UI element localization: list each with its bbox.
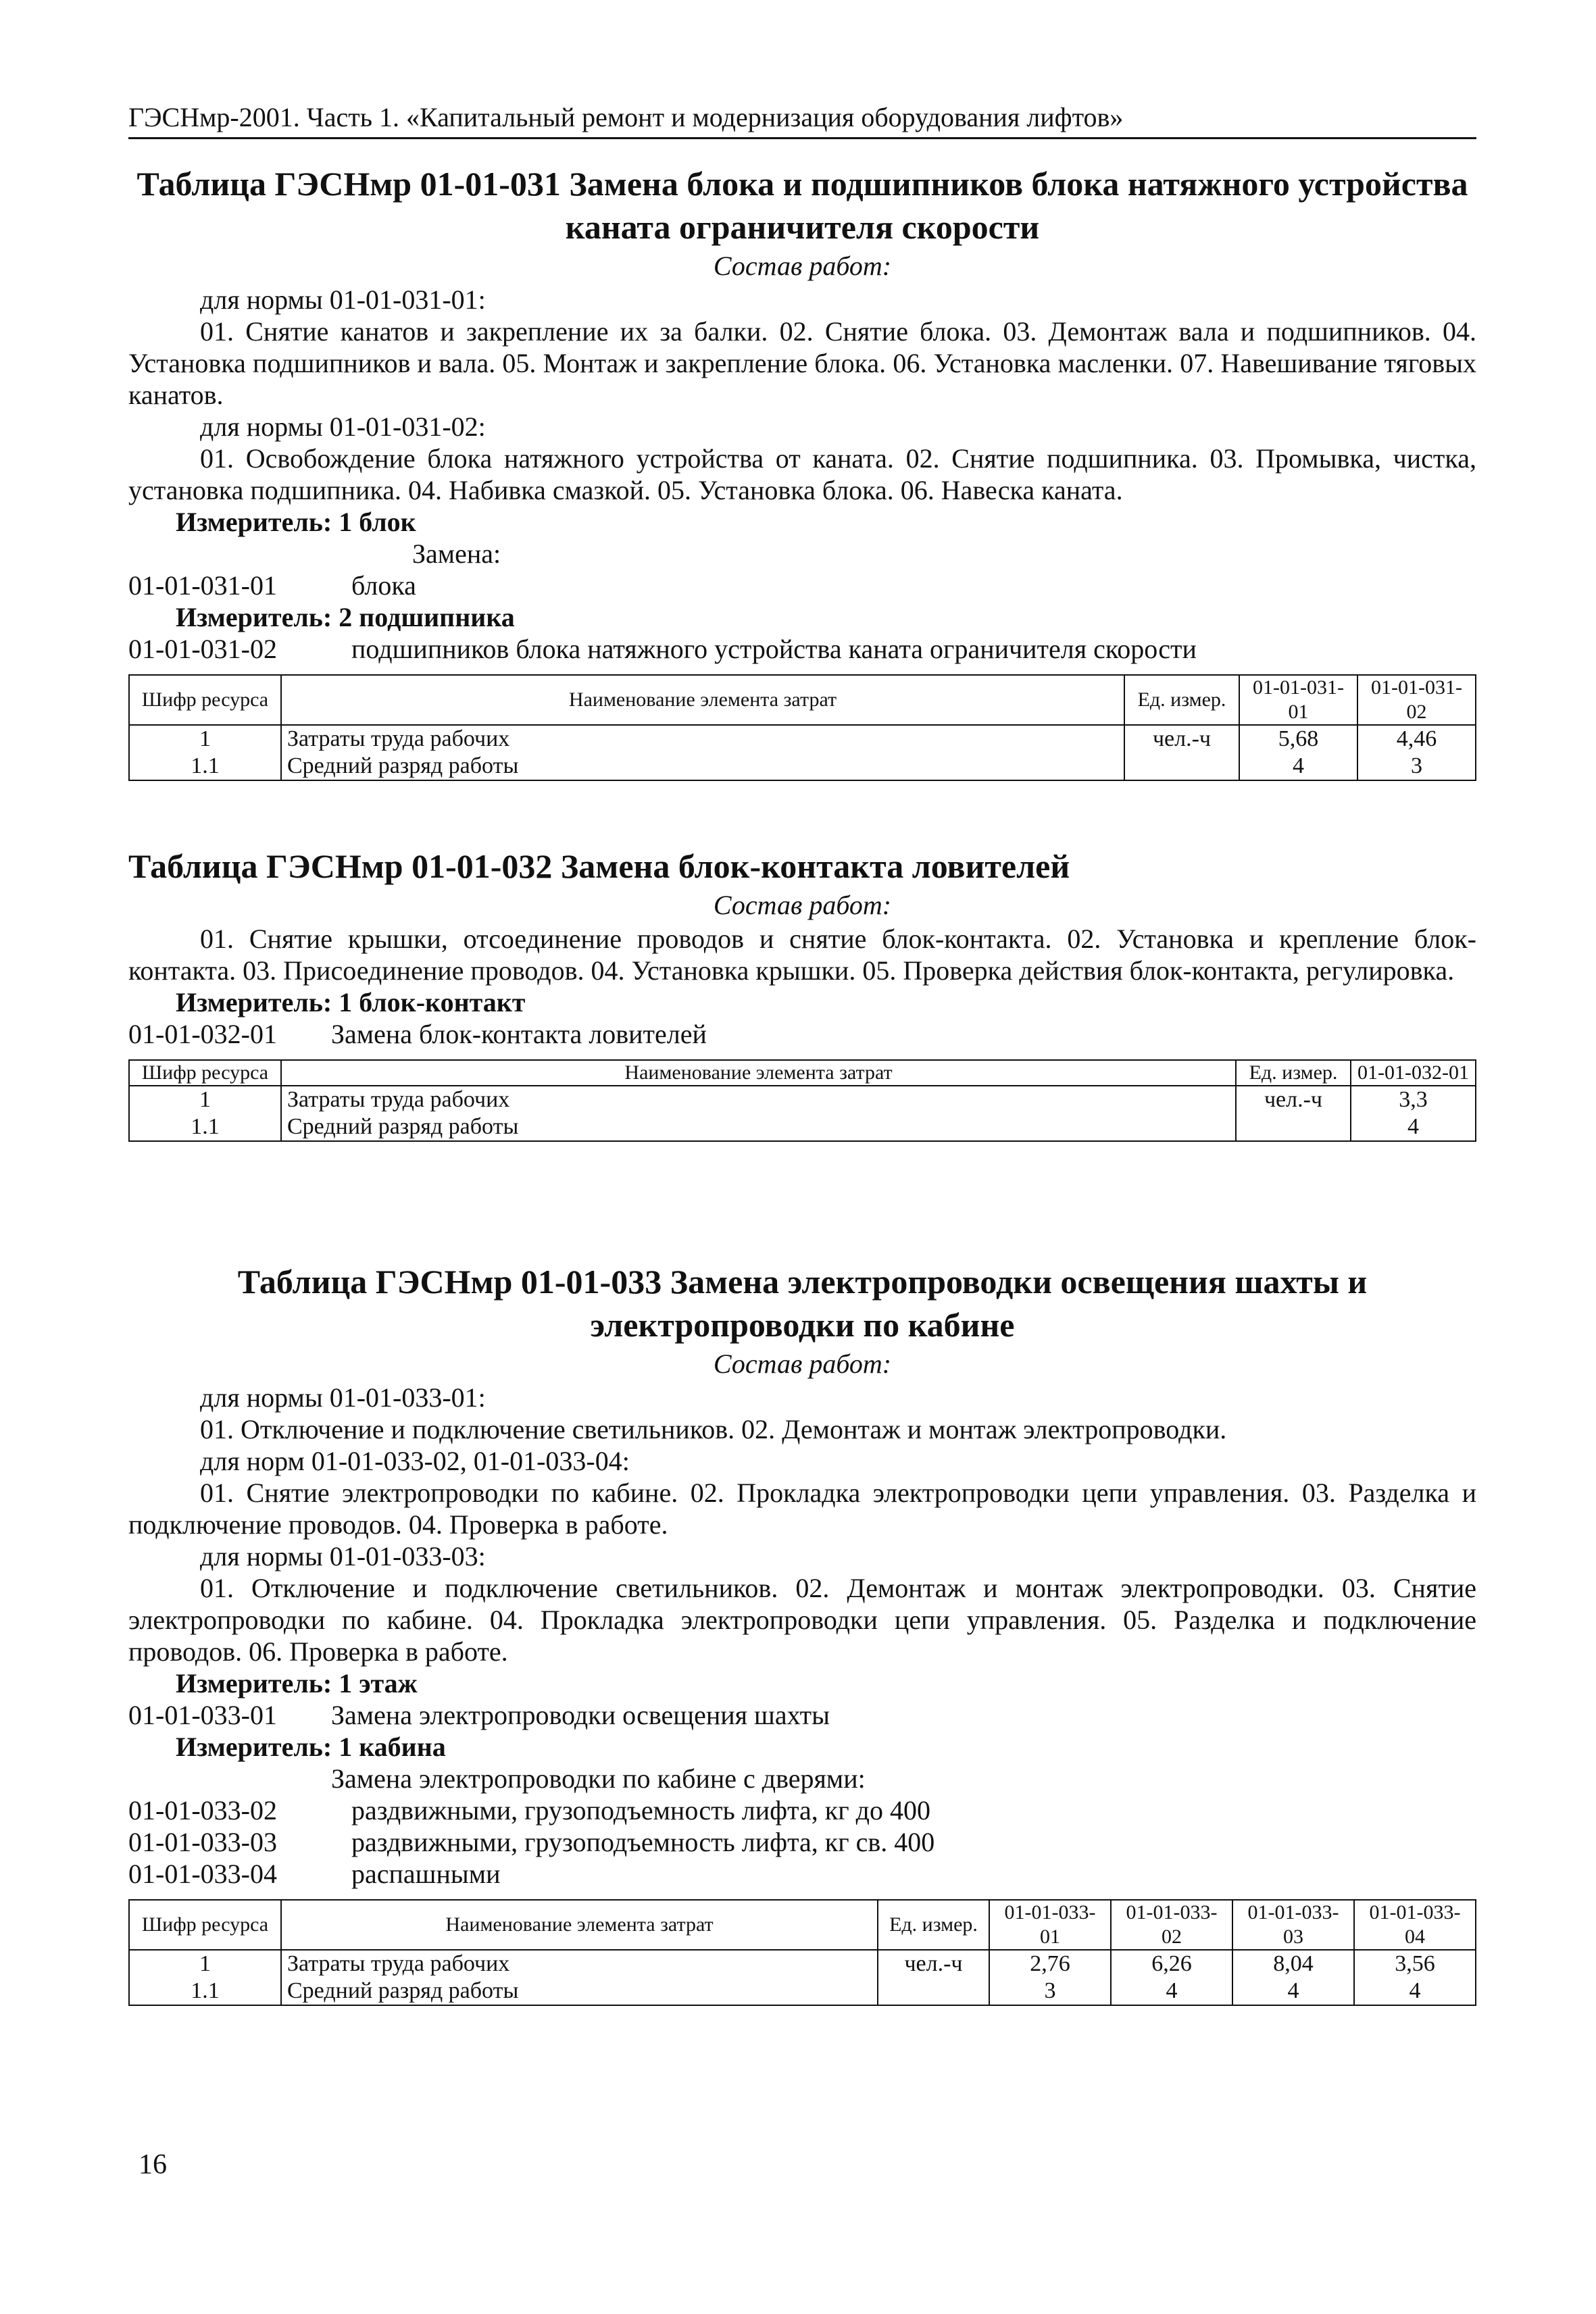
cell-code: 1.1 [129, 753, 281, 780]
norm-text: 01. Снятие канатов и закрепление их за балки. 02. Снятие блока. 03. Демонтаж вала и подшипников. 04. Установка подшипников и вала. 05. Монтаж и закрепление блока. 06. Установка масленки. 07. Навешивание тяговых канатов. [128, 316, 1476, 410]
resource-table [128, 1059, 1476, 1142]
norm-code: 01-01-033-01 [128, 1700, 277, 1730]
cell-value: 3 [1357, 753, 1476, 780]
code-row [128, 633, 1476, 665]
col-header-norm: 01-01-033-03 [1232, 1900, 1354, 1950]
code-row [128, 1794, 1476, 1826]
cell-unit [1124, 753, 1239, 780]
cell-code: 1 [129, 1950, 281, 1978]
col-header-norm: 01-01-032-01 [1351, 1060, 1476, 1086]
cell-value: 4 [1232, 1978, 1354, 2005]
norm-code-text: Замена блок-контакта ловителей [331, 1019, 707, 1049]
cell-unit: чел.-ч [1124, 725, 1239, 753]
replace-label: Замена: [412, 538, 501, 569]
cell-code: 1 [129, 1086, 281, 1113]
col-header-name: Наименование элемента затрат [281, 1060, 1236, 1086]
measure-label: Измеритель: 2 подшипника [176, 602, 515, 632]
cell-code: 1.1 [129, 1978, 281, 2005]
cell-name: Затраты труда рабочих [281, 725, 1124, 753]
measure-label: Измеритель: 1 блок [176, 507, 416, 537]
table-row [129, 725, 1476, 753]
cell-value: 4 [1351, 1113, 1476, 1141]
code-row [128, 1858, 1476, 1890]
resource-table [128, 674, 1476, 781]
cell-value: 2,76 [989, 1950, 1111, 1978]
col-header-norm: 01-01-033-01 [989, 1900, 1111, 1950]
norm-text: 01. Снятие электропроводки по кабине. 02. Прокладка электропроводки цепи управления. 03. Разделка и подключение проводов. 04. Проверка в работе. [128, 1478, 1476, 1540]
norm-text: 01. Отключение и подключение светильников. 02. Демонтаж и монтаж электропроводки. [200, 1414, 1227, 1444]
title-line-2: электропроводки по кабине [590, 1306, 1015, 1344]
norm-code: 01-01-033-04 [128, 1859, 277, 1889]
table-row [129, 1978, 1476, 2005]
norm-code-text: распашными [351, 1859, 501, 1889]
norm-code-text: Замена электропроводки освещения шахты [331, 1700, 830, 1730]
cell-unit: чел.-ч [1236, 1086, 1351, 1113]
norm-label: для нормы 01-01-031-01: [200, 284, 486, 315]
norm-code: 01-01-031-01 [128, 570, 277, 601]
measure-label: Измеритель: 1 кабина [176, 1732, 446, 1762]
col-header-norm: 01-01-031-01 [1239, 675, 1357, 725]
table-row [129, 1086, 1476, 1113]
norm-label: для нормы 01-01-033-03: [200, 1541, 486, 1571]
cell-value: 6,26 [1111, 1950, 1232, 1978]
running-header: ГЭСНмр-2001. Часть 1. «Капитальный ремонт и модернизация оборудования лифтов» [128, 101, 1476, 139]
table-row [129, 753, 1476, 780]
section-title [128, 1260, 1476, 1347]
section-title [128, 162, 1476, 249]
norm-code-text: раздвижными, грузоподъемность лифта, кг до 400 [351, 1795, 930, 1826]
code-row [128, 1826, 1476, 1858]
cell-value: 4 [1354, 1978, 1476, 2005]
cell-value: 3,3 [1351, 1086, 1476, 1113]
col-header-unit: Ед. измер. [878, 1900, 989, 1950]
cell-value: 4,46 [1357, 725, 1476, 753]
cell-name: Средний разряд работы [281, 1978, 878, 2005]
col-header-name: Наименование элемента затрат [281, 675, 1124, 725]
norm-code: 01-01-032-01 [128, 1019, 277, 1049]
section-033 [128, 1260, 1476, 2006]
cell-value: 3,56 [1354, 1950, 1476, 1978]
norm-label: для нормы 01-01-033-01: [200, 1382, 486, 1413]
cell-value: 3 [989, 1978, 1111, 2005]
code-row [128, 1018, 1476, 1050]
col-header-norm: 01-01-033-04 [1354, 1900, 1476, 1950]
col-header-unit: Ед. измер. [1124, 675, 1239, 725]
norm-code-text: раздвижными, грузоподъемность лифта, кг св. 400 [351, 1827, 935, 1857]
work-composition-label: Состав работ: [713, 1349, 892, 1379]
cell-unit [878, 1978, 989, 2005]
cell-unit [1236, 1113, 1351, 1141]
cell-name: Затраты труда рабочих [281, 1950, 878, 1978]
table-row [129, 1113, 1476, 1141]
cell-value: 5,68 [1239, 725, 1357, 753]
title-line-1: Таблица ГЭСНмр 01-01-031 Замена блока и подшипников блока натяжного устройства [136, 165, 1468, 203]
work-composition-label: Состав работ: [713, 251, 892, 281]
col-header-code: Шифр ресурса [129, 675, 281, 725]
table-row [129, 1950, 1476, 1978]
group-label: Замена электропроводки по кабине с дверями: [331, 1763, 866, 1794]
col-header-norm: 01-01-031-02 [1357, 675, 1476, 725]
col-header-norm: 01-01-033-02 [1111, 1900, 1232, 1950]
norm-code: 01-01-033-02 [128, 1795, 277, 1826]
norm-code-text: блока [351, 570, 416, 601]
section-032 [128, 845, 1476, 1142]
code-row [128, 570, 1476, 601]
col-header-unit: Ед. измер. [1236, 1060, 1351, 1086]
col-header-code: Шифр ресурса [129, 1900, 281, 1950]
section-031 [128, 162, 1476, 781]
norm-label: для нормы 01-01-031-02: [200, 411, 486, 442]
work-text: 01. Снятие крышки, отсоединение проводов и снятие блок-контакта. 02. Установка и крепление блок-контакта. 03. Присоединение проводов. 04. Установка крышки. 05. Проверка действия блок-контакта, регулировка. [128, 924, 1476, 986]
cell-unit: чел.-ч [878, 1950, 989, 1978]
cell-code: 1.1 [129, 1113, 281, 1141]
cell-name: Средний разряд работы [281, 1113, 1236, 1141]
cell-value: 4 [1111, 1978, 1232, 2005]
title-line-2: каната ограничителя скорости [565, 208, 1040, 246]
col-header-name: Наименование элемента затрат [281, 1900, 878, 1950]
work-composition-label: Состав работ: [713, 890, 892, 920]
col-header-code: Шифр ресурса [129, 1060, 281, 1086]
norm-code-text: подшипников блока натяжного устройства каната ограничителя скорости [351, 634, 1197, 664]
norm-text: 01. Отключение и подключение светильников. 02. Демонтаж и монтаж электропроводки. 03. Снятие электропроводки по кабине. 04. Прокладка электропроводки цепи управления. 05. Разделка и подключение проводов. 06. Проверка в работе. [128, 1573, 1476, 1667]
code-row [128, 1699, 1476, 1731]
section-title: Таблица ГЭСНмр 01-01-032 Замена блок-контакта ловителей [128, 847, 1070, 885]
cell-value: 4 [1239, 753, 1357, 780]
cell-code: 1 [129, 725, 281, 753]
title-line-1: Таблица ГЭСНмр 01-01-033 Замена электропроводки освещения шахты и [237, 1263, 1368, 1301]
norm-text: 01. Освобождение блока натяжного устройства от каната. 02. Снятие подшипника. 03. Промывка, чистка, установка подшипника. 04. Набивка смазкой. 05. Установка блока. 06. Навеска каната. [128, 443, 1476, 505]
cell-name: Средний разряд работы [281, 753, 1124, 780]
norm-code: 01-01-033-03 [128, 1827, 277, 1857]
norm-label: для норм 01-01-033-02, 01-01-033-04: [200, 1446, 630, 1476]
measure-label: Измеритель: 1 блок-контакт [176, 987, 526, 1017]
cell-name: Затраты труда рабочих [281, 1086, 1236, 1113]
cell-value: 8,04 [1232, 1950, 1354, 1978]
norm-code: 01-01-031-02 [128, 634, 277, 664]
measure-label: Измеритель: 1 этаж [176, 1668, 418, 1699]
resource-table [128, 1899, 1476, 2006]
page-number: 16 [139, 2149, 167, 2180]
